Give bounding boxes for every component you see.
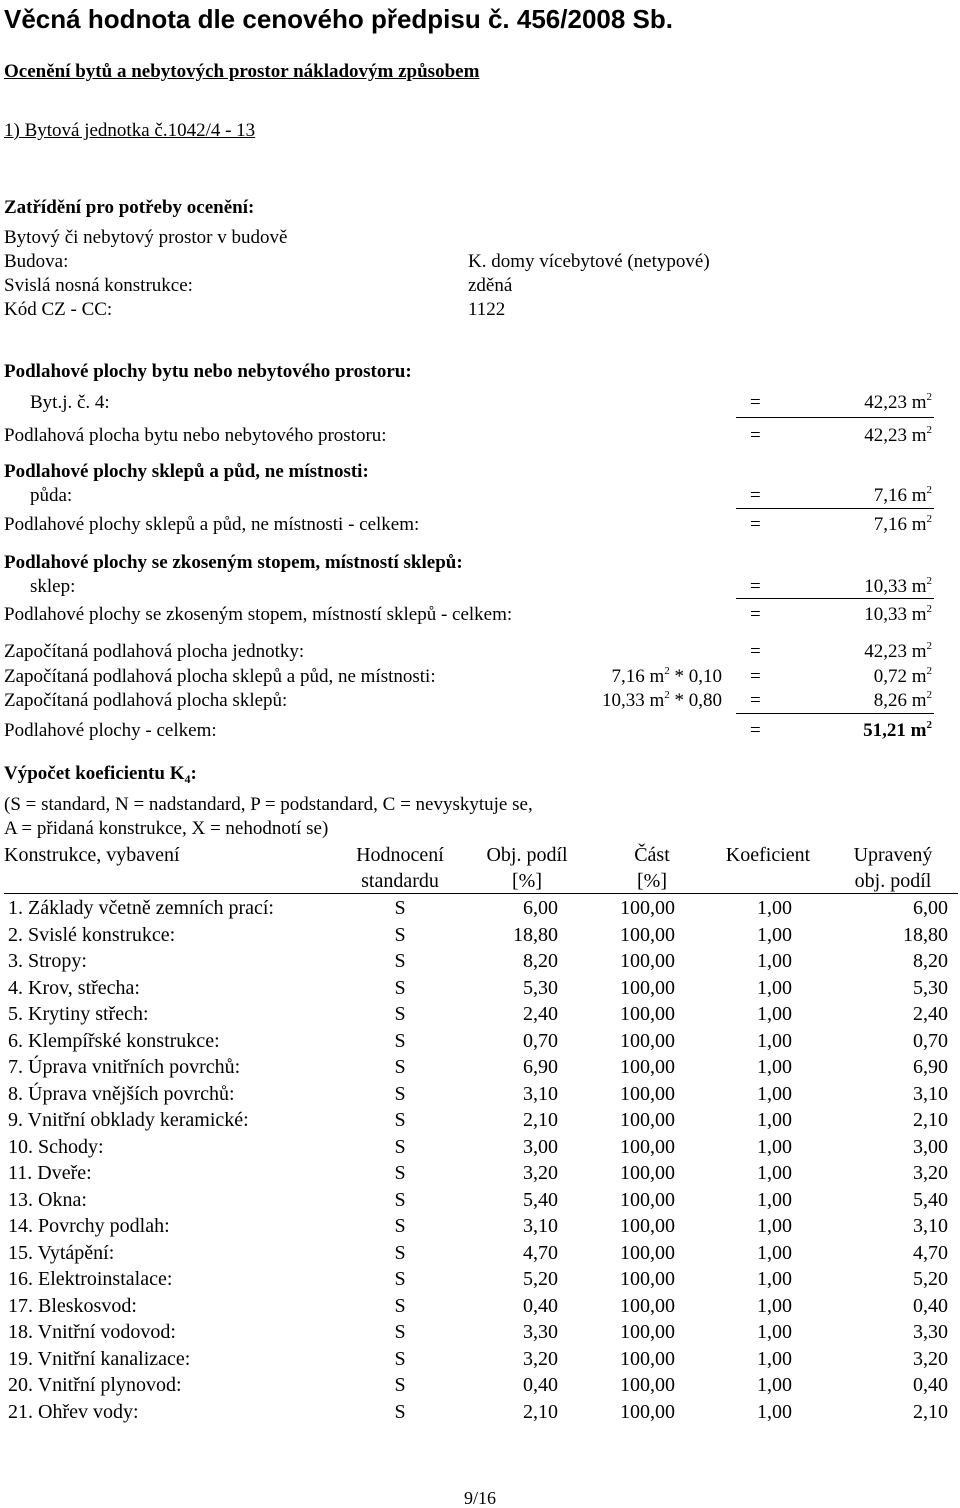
row-share: 3,30 <box>523 1321 558 1343</box>
row-coefficient: 1,00 <box>757 1268 792 1290</box>
row-adjusted: 18,80 <box>903 923 948 946</box>
row-part: 100,00 <box>620 1268 675 1290</box>
building-label: Budova: <box>4 251 69 272</box>
col-construction-header: Konstrukce, vybavení <box>4 844 180 866</box>
cellars-total-label: Podlahové plochy sklepů a půd, ne místnosti - celkem: <box>4 514 420 535</box>
row-adjusted: 0,70 <box>913 1029 948 1052</box>
eq-sign: = <box>750 576 761 597</box>
byt-label: Byt.j. č. 4: <box>30 392 110 413</box>
row-share: 3,10 <box>523 1215 558 1237</box>
cz-cc-label: Kód CZ - CC: <box>4 299 113 320</box>
eq-sign: = <box>750 392 761 413</box>
classification-heading: Zatřídění pro potřeby ocenění: <box>4 197 255 218</box>
row-part: 100,00 <box>620 1347 675 1370</box>
row-rating: S <box>394 1215 406 1237</box>
col-part-header: Část <box>634 844 670 866</box>
col-coef-header: Koeficient <box>725 844 811 866</box>
k4-legend-line-1: (S = standard, N = nadstandard, P = podstandard, C = nevyskytuje se, <box>4 794 533 815</box>
unit-heading: 1) Bytová jednotka č.1042/4 - 13 <box>4 120 256 141</box>
row-construction: 1. Základy včetně zemních prací: <box>8 897 274 919</box>
row-share: 3,20 <box>523 1162 558 1184</box>
row-share: 5,40 <box>523 1188 558 1211</box>
sloped-heading: Podlahové plochy se zkoseným stopem, místností sklepů: <box>4 552 463 573</box>
row-adjusted: 6,90 <box>913 1056 948 1078</box>
row-part: 100,00 <box>620 1082 675 1105</box>
row-rating: S <box>394 1109 406 1131</box>
sloped-total-value: 10,33 $m^2$ <box>864 603 932 625</box>
row-adjusted: 3,10 <box>913 1082 948 1105</box>
row-part: 100,00 <box>620 1400 675 1423</box>
row-construction: 14. Povrchy podlah: <box>8 1215 170 1237</box>
row-coefficient: 1,00 <box>757 1162 792 1184</box>
classification-intro: Bytový či nebytový prostor v budově <box>4 227 288 248</box>
row-share: 3,20 <box>523 1347 558 1370</box>
structure-value: zděná <box>468 275 513 296</box>
counted-cellars-calc: 7,16 $m^2 * 0,10$ <box>611 665 722 687</box>
row-construction: 16. Elektroinstalace: <box>8 1268 173 1290</box>
row-adjusted: 3,20 <box>913 1162 948 1184</box>
row-part: 100,00 <box>620 1109 675 1131</box>
row-adjusted: 6,00 <box>913 897 948 919</box>
eq-sign: = <box>750 641 761 662</box>
row-adjusted: 5,30 <box>913 976 948 999</box>
row-construction: 11. Dveře: <box>8 1162 92 1184</box>
row-part: 100,00 <box>620 1162 675 1184</box>
row-share: 0,40 <box>523 1374 558 1396</box>
col-rating-header-2: standardu <box>361 870 439 892</box>
row-part: 100,00 <box>620 897 675 919</box>
row-construction: 6. Klempířské konstrukce: <box>8 1029 220 1052</box>
row-rating: S <box>394 923 406 946</box>
row-share: 5,20 <box>523 1268 558 1290</box>
areas-heading: Podlahové plochy bytu nebo nebytového prostoru: <box>4 361 412 382</box>
document-title: Věcná hodnota dle cenového předpisu č. 456/2008 Sb. <box>4 4 673 34</box>
row-coefficient: 1,00 <box>757 1294 792 1317</box>
row-construction: 19. Vnitřní kanalizace: <box>8 1347 191 1370</box>
row-rating: S <box>394 950 406 972</box>
puda-label: půda: <box>30 485 73 506</box>
row-adjusted: 2,10 <box>913 1400 948 1423</box>
row-rating: S <box>394 1056 406 1078</box>
row-share: 4,70 <box>523 1241 558 1264</box>
row-part: 100,00 <box>620 1003 675 1025</box>
row-rating: S <box>394 1400 406 1423</box>
eq-sign: = <box>750 720 761 741</box>
eq-sign: = <box>750 514 761 535</box>
row-rating: S <box>394 1374 406 1396</box>
puda-value: 7,16 $m^2$ <box>873 484 932 506</box>
row-part: 100,00 <box>620 1135 675 1158</box>
col-share-header-2: [%] <box>512 870 542 892</box>
row-part: 100,00 <box>620 976 675 999</box>
sloped-total-label: Podlahové plochy se zkoseným stopem, místností sklepů - celkem: <box>4 604 513 625</box>
counted-sklep-label: Započítaná podlahová plocha sklepů: <box>4 690 288 711</box>
structure-label: Svislá nosná konstrukce: <box>4 275 193 296</box>
eq-sign: = <box>750 690 761 711</box>
row-rating: S <box>394 1029 406 1052</box>
k4-legend-line-2: A = přidaná konstrukce, X = nehodnotí se) <box>4 818 329 839</box>
row-coefficient: 1,00 <box>757 1241 792 1264</box>
row-share: 18,80 <box>513 923 558 946</box>
row-coefficient: 1,00 <box>757 1400 792 1423</box>
row-construction: 3. Stropy: <box>8 950 87 972</box>
row-share: 6,90 <box>523 1056 558 1078</box>
row-construction: 10. Schody: <box>8 1135 104 1158</box>
building-value: K. domy vícebytové (netypové) <box>468 251 710 272</box>
eq-sign: = <box>750 485 761 506</box>
counted-cellars-label: Započítaná podlahová plocha sklepů a půd, ne místnosti: <box>4 666 436 687</box>
row-construction: 8. Úprava vnějších povrchů: <box>8 1082 235 1105</box>
flat-total-value: 42,23 $m^2$ <box>864 424 932 446</box>
byt-value: 42,23 $m^2$ <box>864 391 932 413</box>
table-header-rule <box>4 893 958 894</box>
row-coefficient: 1,00 <box>757 897 792 919</box>
row-coefficient: 1,00 <box>757 923 792 946</box>
col-share-header: Obj. podíl <box>486 844 568 866</box>
row-coefficient: 1,00 <box>757 1003 792 1025</box>
row-rating: S <box>394 976 406 999</box>
row-coefficient: 1,00 <box>757 1188 792 1211</box>
row-part: 100,00 <box>620 1294 675 1317</box>
row-adjusted: 2,40 <box>913 1003 948 1025</box>
row-share: 3,10 <box>523 1082 558 1105</box>
counted-unit-label: Započítaná podlahová plocha jednotky: <box>4 641 305 662</box>
sklep-value: 10,33 $m^2$ <box>864 575 932 597</box>
row-adjusted: 3,20 <box>913 1347 948 1370</box>
row-coefficient: 1,00 <box>757 1374 792 1396</box>
row-part: 100,00 <box>620 1215 675 1237</box>
row-share: 0,70 <box>523 1029 558 1052</box>
row-part: 100,00 <box>620 1188 675 1211</box>
row-rating: S <box>394 1003 406 1025</box>
row-adjusted: 0,40 <box>913 1294 948 1317</box>
row-share: 2,10 <box>523 1109 558 1131</box>
counted-sklep-calc: 10,33 $m^2 * 0,80$ <box>601 689 722 711</box>
counted-cellars-value: 0,72 $m^2$ <box>873 665 932 687</box>
eq-sign: = <box>750 425 761 446</box>
row-rating: S <box>394 1268 406 1290</box>
row-coefficient: 1,00 <box>757 1135 792 1158</box>
row-construction: 2. Svislé konstrukce: <box>8 923 176 946</box>
row-construction: 4. Krov, střecha: <box>8 976 140 999</box>
col-rating-header: Hodnocení <box>356 844 444 866</box>
counted-unit-value: 42,23 $m^2$ <box>864 640 932 662</box>
row-coefficient: 1,00 <box>757 1029 792 1052</box>
row-rating: S <box>394 1162 406 1184</box>
row-share: 3,00 <box>523 1135 558 1158</box>
row-construction: 20. Vnitřní plynovod: <box>8 1374 182 1396</box>
row-adjusted: 0,40 <box>913 1374 948 1396</box>
row-adjusted: 3,30 <box>913 1321 948 1343</box>
row-coefficient: 1,00 <box>757 1347 792 1370</box>
row-rating: S <box>394 1082 406 1105</box>
row-rating: S <box>394 897 406 919</box>
page-number: 9/16 <box>463 1488 496 1508</box>
row-part: 100,00 <box>620 1321 675 1343</box>
row-rating: S <box>394 1321 406 1343</box>
col-adjusted-header-2: obj. podíl <box>854 870 932 892</box>
row-construction: 5. Krytiny střech: <box>8 1003 149 1025</box>
row-coefficient: 1,00 <box>757 1321 792 1343</box>
row-part: 100,00 <box>620 1029 675 1052</box>
sum-rule <box>736 713 934 714</box>
row-part: 100,00 <box>620 950 675 972</box>
row-share: 0,40 <box>523 1294 558 1317</box>
flat-total-label: Podlahová plocha bytu nebo nebytového prostoru: <box>4 425 387 446</box>
grand-total-label: Podlahové plochy - celkem: <box>4 720 217 741</box>
row-rating: S <box>394 1188 406 1211</box>
row-rating: S <box>394 1135 406 1158</box>
row-construction: 18. Vnitřní vodovod: <box>8 1321 176 1343</box>
row-part: 100,00 <box>620 1056 675 1078</box>
row-adjusted: 3,00 <box>913 1135 948 1158</box>
row-adjusted: 8,20 <box>913 950 948 972</box>
row-coefficient: 1,00 <box>757 1109 792 1131</box>
k4-heading: Výpočet koeficientu $K_4$: <box>4 763 197 786</box>
col-part-header-2: [%] <box>637 870 667 892</box>
row-part: 100,00 <box>620 1241 675 1264</box>
row-share: 5,30 <box>523 976 558 999</box>
row-rating: S <box>394 1241 406 1264</box>
row-share: 6,00 <box>523 897 558 919</box>
section-subtitle: Ocenění bytů a nebytových prostor nákladovým způsobem <box>4 61 480 82</box>
row-construction: 17. Bleskosvod: <box>8 1294 137 1317</box>
row-share: 2,10 <box>523 1400 558 1423</box>
sum-rule <box>736 598 934 599</box>
row-share: 8,20 <box>523 950 558 972</box>
row-construction: 7. Úprava vnitřních povrchů: <box>8 1056 241 1078</box>
row-coefficient: 1,00 <box>757 1215 792 1237</box>
cellars-total-value: 7,16 $m^2$ <box>873 513 932 535</box>
grand-total-value: 51,21 $m^2$ <box>863 719 932 741</box>
row-construction: 15. Vytápění: <box>8 1241 115 1264</box>
row-adjusted: 3,10 <box>913 1215 948 1237</box>
row-coefficient: 1,00 <box>757 1082 792 1105</box>
sum-rule <box>736 508 934 509</box>
row-rating: S <box>394 1347 406 1370</box>
row-part: 100,00 <box>620 1374 675 1396</box>
cz-cc-value: 1122 <box>468 299 506 320</box>
row-coefficient: 1,00 <box>757 950 792 972</box>
eq-sign: = <box>750 666 761 687</box>
cellars-heading: Podlahové plochy sklepů a půd, ne místnosti: <box>4 461 369 482</box>
row-adjusted: 5,20 <box>913 1268 948 1290</box>
row-adjusted: 2,10 <box>913 1109 948 1131</box>
sum-rule <box>736 417 934 418</box>
eq-sign: = <box>750 604 761 625</box>
row-part: 100,00 <box>620 923 675 946</box>
sklep-label: sklep: <box>30 576 76 597</box>
row-construction: 21. Ohřev vody: <box>8 1400 139 1423</box>
row-adjusted: 5,40 <box>913 1188 948 1211</box>
row-coefficient: 1,00 <box>757 1056 792 1078</box>
row-rating: S <box>394 1294 406 1317</box>
row-coefficient: 1,00 <box>757 976 792 999</box>
counted-sklep-value: 8,26 $m^2$ <box>873 689 932 711</box>
row-adjusted: 4,70 <box>913 1241 948 1264</box>
row-construction: 13. Okna: <box>8 1188 87 1211</box>
col-adjusted-header: Upravený <box>853 844 933 866</box>
row-construction: 9. Vnitřní obklady keramické: <box>8 1109 249 1131</box>
row-share: 2,40 <box>523 1003 558 1025</box>
